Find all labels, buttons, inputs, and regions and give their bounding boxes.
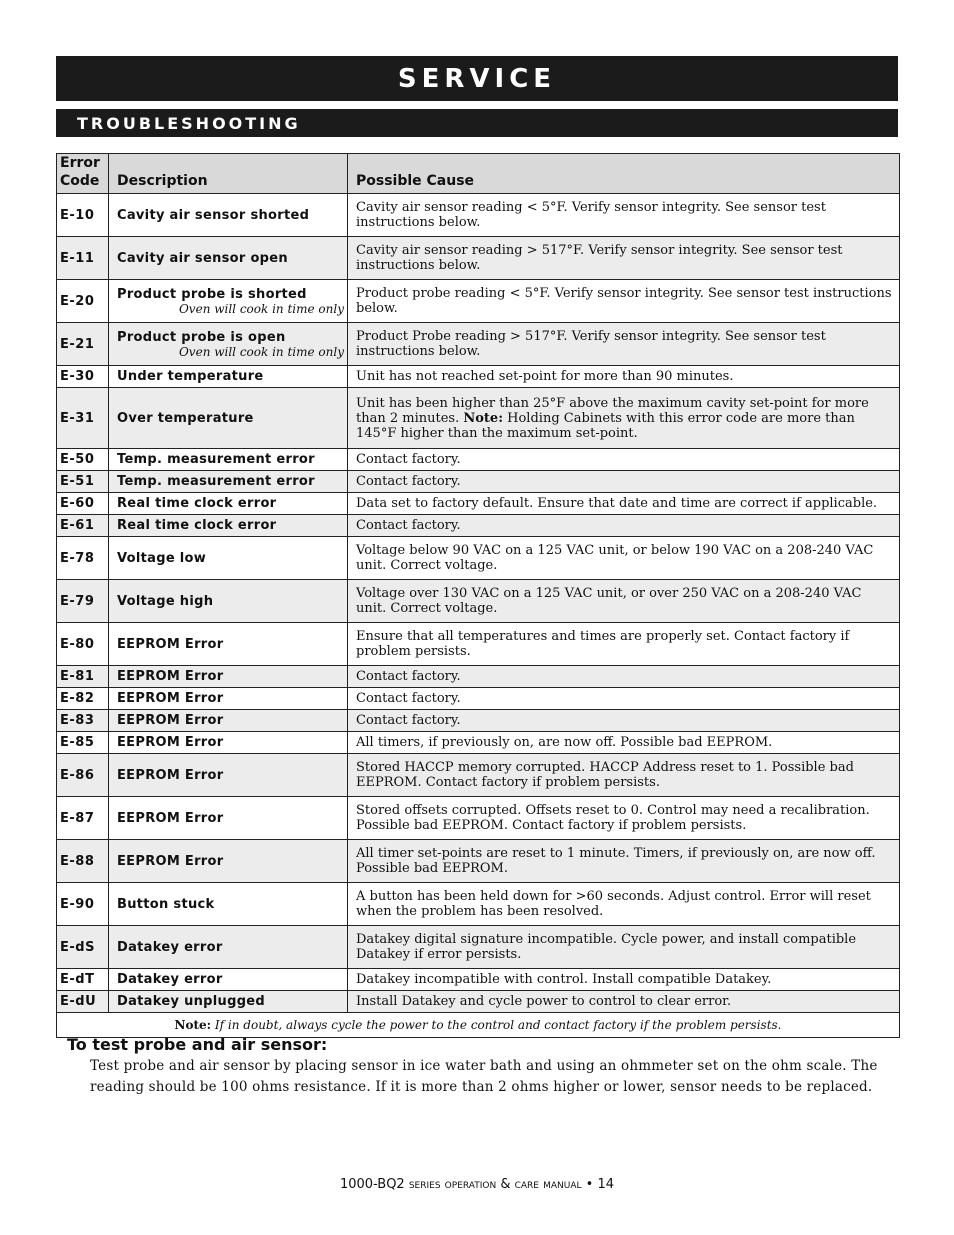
error-code: E-51 <box>57 471 109 493</box>
error-description <box>109 194 348 237</box>
possible-cause: Contact factory. <box>348 666 900 688</box>
error-description <box>109 237 348 280</box>
table-row <box>57 710 900 732</box>
possible-cause: Ensure that all temperatures and times are properly set. Contact factory if problem persists. <box>348 623 900 666</box>
footnote-text: If in doubt, always cycle the power to the control and contact factory if the problem persists. <box>214 1018 782 1032</box>
possible-cause: Stored HACCP memory corrupted. HACCP Address reset to 1. Possible bad EEPROM. Contact factory if problem persists. <box>348 754 900 797</box>
possible-cause: All timer set-points are reset to 1 minute. Timers, if previously on, are now off. Possible bad EEPROM. <box>348 840 900 883</box>
error-description <box>109 366 348 388</box>
error-description <box>109 969 348 991</box>
description-text: Real time clock error <box>117 518 277 533</box>
error-code: E-50 <box>57 449 109 471</box>
error-description <box>109 754 348 797</box>
error-description <box>109 623 348 666</box>
description-text: EEPROM Error <box>117 810 224 826</box>
possible-cause: Cavity air sensor reading > 517°F. Verify sensor integrity. See sensor test instructions below. <box>348 237 900 280</box>
table-row <box>57 471 900 493</box>
error-code: E-11 <box>57 237 109 280</box>
error-description <box>109 580 348 623</box>
description-text: Temp. measurement error <box>117 452 315 467</box>
error-code: E-83 <box>57 710 109 732</box>
possible-cause: Contact factory. <box>348 710 900 732</box>
table-row <box>57 493 900 515</box>
table-row <box>57 991 900 1013</box>
footer-separator: • <box>585 1177 594 1192</box>
description-text: Voltage high <box>117 593 214 609</box>
error-code: E-dS <box>57 926 109 969</box>
table-row <box>57 237 900 280</box>
possible-cause: Product probe reading < 5°F. Verify sensor integrity. See sensor test instructions below. <box>348 280 900 323</box>
description-text: EEPROM Error <box>117 853 224 869</box>
footer-page-number: 14 <box>597 1177 615 1192</box>
error-description <box>109 991 348 1013</box>
description-text: Datakey error <box>117 972 223 987</box>
description-note: Oven will cook in time only <box>178 344 344 359</box>
description-text: Under temperature <box>117 369 264 384</box>
description-text: EEPROM Error <box>117 713 224 728</box>
description-text: Datakey unplugged <box>117 994 266 1009</box>
description-text: Over temperature <box>117 410 254 426</box>
description-text: Datakey error <box>117 939 223 955</box>
footer-manual-title: series operation & care manual <box>408 1177 582 1192</box>
error-description <box>109 323 348 366</box>
error-description <box>109 883 348 926</box>
possible-cause: Contact factory. <box>348 515 900 537</box>
error-code: E-80 <box>57 623 109 666</box>
table-row <box>57 969 900 991</box>
table-row <box>57 797 900 840</box>
possible-cause: Unit has not reached set-point for more than 90 minutes. <box>348 366 900 388</box>
error-code: E-30 <box>57 366 109 388</box>
page-footer <box>0 1177 954 1192</box>
error-code: E-88 <box>57 840 109 883</box>
error-code: E-dU <box>57 991 109 1013</box>
description-text: Voltage low <box>117 550 207 566</box>
error-code: E-20 <box>57 280 109 323</box>
header-possible-cause: Possible Cause <box>348 154 900 194</box>
error-code-table <box>56 153 900 1038</box>
table-row <box>57 688 900 710</box>
table-row <box>57 366 900 388</box>
footnote-label: Note: <box>174 1018 212 1032</box>
table-row <box>57 666 900 688</box>
table-row <box>57 449 900 471</box>
error-description <box>109 732 348 754</box>
table-row <box>57 388 900 449</box>
subsection-title-banner: TROUBLESHOOTING <box>56 109 898 137</box>
table-row <box>57 580 900 623</box>
cause-note-text: Holding Cabinets with this error code are more than 145°F higher than the maximum set-point. <box>356 410 855 441</box>
table-row <box>57 537 900 580</box>
error-description <box>109 688 348 710</box>
cause-note-label: Note: <box>463 410 503 426</box>
table-row <box>57 323 900 366</box>
error-description <box>109 926 348 969</box>
possible-cause: A button has been held down for >60 seconds. Adjust control. Error will reset when the problem has been resolved. <box>348 883 900 926</box>
description-text: EEPROM Error <box>117 735 224 750</box>
table-row <box>57 732 900 754</box>
error-description <box>109 388 348 449</box>
description-text: EEPROM Error <box>117 669 224 684</box>
table-row <box>57 840 900 883</box>
possible-cause: Contact factory. <box>348 688 900 710</box>
description-note: Oven will cook in time only <box>178 301 344 316</box>
header-description: Description <box>109 154 348 194</box>
probe-test-heading: To test probe and air sensor: <box>67 1035 328 1054</box>
error-description <box>109 710 348 732</box>
error-code: E-21 <box>57 323 109 366</box>
header-error-code: Error Code <box>57 154 109 194</box>
error-code: E-31 <box>57 388 109 449</box>
description-text: Cavity air sensor shorted <box>117 207 310 223</box>
description-text: Product probe is open <box>117 329 286 345</box>
table-row <box>57 280 900 323</box>
possible-cause: Voltage over 130 VAC on a 125 VAC unit, or over 250 VAC on a 208-240 VAC unit. Correct voltage. <box>348 580 900 623</box>
possible-cause <box>348 388 900 449</box>
footer-model: 1000-BQ2 <box>339 1177 405 1192</box>
table-row <box>57 926 900 969</box>
error-code: E-85 <box>57 732 109 754</box>
error-code: E-60 <box>57 493 109 515</box>
error-code: E-10 <box>57 194 109 237</box>
possible-cause: Contact factory. <box>348 471 900 493</box>
error-code: E-87 <box>57 797 109 840</box>
probe-test-instructions: Test probe and air sensor by placing sensor in ice water bath and using an ohmmeter set on the ohm scale. The reading should be 100 ohms resistance. If it is more than 2 ohms higher or lower, sensor needs to be replaced. <box>90 1058 878 1095</box>
description-text: Cavity air sensor open <box>117 250 288 266</box>
error-code: E-82 <box>57 688 109 710</box>
cause-text: Unit has been higher than 25°F above the maximum cavity set-point for more than 2 minutes. <box>356 395 869 426</box>
possible-cause: Cavity air sensor reading < 5°F. Verify sensor integrity. See sensor test instructions below. <box>348 194 900 237</box>
error-description <box>109 515 348 537</box>
possible-cause: All timers, if previously on, are now off. Possible bad EEPROM. <box>348 732 900 754</box>
possible-cause: Datakey incompatible with control. Install compatible Datakey. <box>348 969 900 991</box>
table-row <box>57 194 900 237</box>
possible-cause: Install Datakey and cycle power to control to clear error. <box>348 991 900 1013</box>
description-text: EEPROM Error <box>117 636 224 652</box>
error-code: E-86 <box>57 754 109 797</box>
error-description <box>109 471 348 493</box>
error-code: E-79 <box>57 580 109 623</box>
error-code: E-78 <box>57 537 109 580</box>
error-description <box>109 666 348 688</box>
error-code: E-90 <box>57 883 109 926</box>
description-text: Real time clock error <box>117 496 277 511</box>
section-title-banner: SERVICE <box>56 56 898 101</box>
table-row <box>57 754 900 797</box>
table-row <box>57 623 900 666</box>
possible-cause: Product Probe reading > 517°F. Verify sensor integrity. See sensor test instructions below. <box>348 323 900 366</box>
error-description <box>109 280 348 323</box>
possible-cause: Voltage below 90 VAC on a 125 VAC unit, or below 190 VAC on a 208-240 VAC unit. Correct voltage. <box>348 537 900 580</box>
table-footnote <box>57 1013 900 1038</box>
description-text: Button stuck <box>117 896 215 912</box>
table-row <box>57 515 900 537</box>
possible-cause: Stored offsets corrupted. Offsets reset to 0. Control may need a recalibration. Possible bad EEPROM. Contact factory if problem persists. <box>348 797 900 840</box>
error-description <box>109 840 348 883</box>
error-code: E-dT <box>57 969 109 991</box>
table-row <box>57 883 900 926</box>
possible-cause: Data set to factory default. Ensure that date and time are correct if applicable. <box>348 493 900 515</box>
description-text: Product probe is shorted <box>117 286 307 302</box>
table-footnote-row <box>57 1013 900 1038</box>
error-code: E-81 <box>57 666 109 688</box>
description-text: Temp. measurement error <box>117 474 315 489</box>
description-text: EEPROM Error <box>117 691 224 706</box>
error-description <box>109 797 348 840</box>
error-description <box>109 537 348 580</box>
error-description <box>109 493 348 515</box>
description-text: EEPROM Error <box>117 767 224 783</box>
possible-cause: Datakey digital signature incompatible. Cycle power, and install compatible Datakey if error persists. <box>348 926 900 969</box>
error-code: E-61 <box>57 515 109 537</box>
error-description <box>109 449 348 471</box>
possible-cause: Contact factory. <box>348 449 900 471</box>
